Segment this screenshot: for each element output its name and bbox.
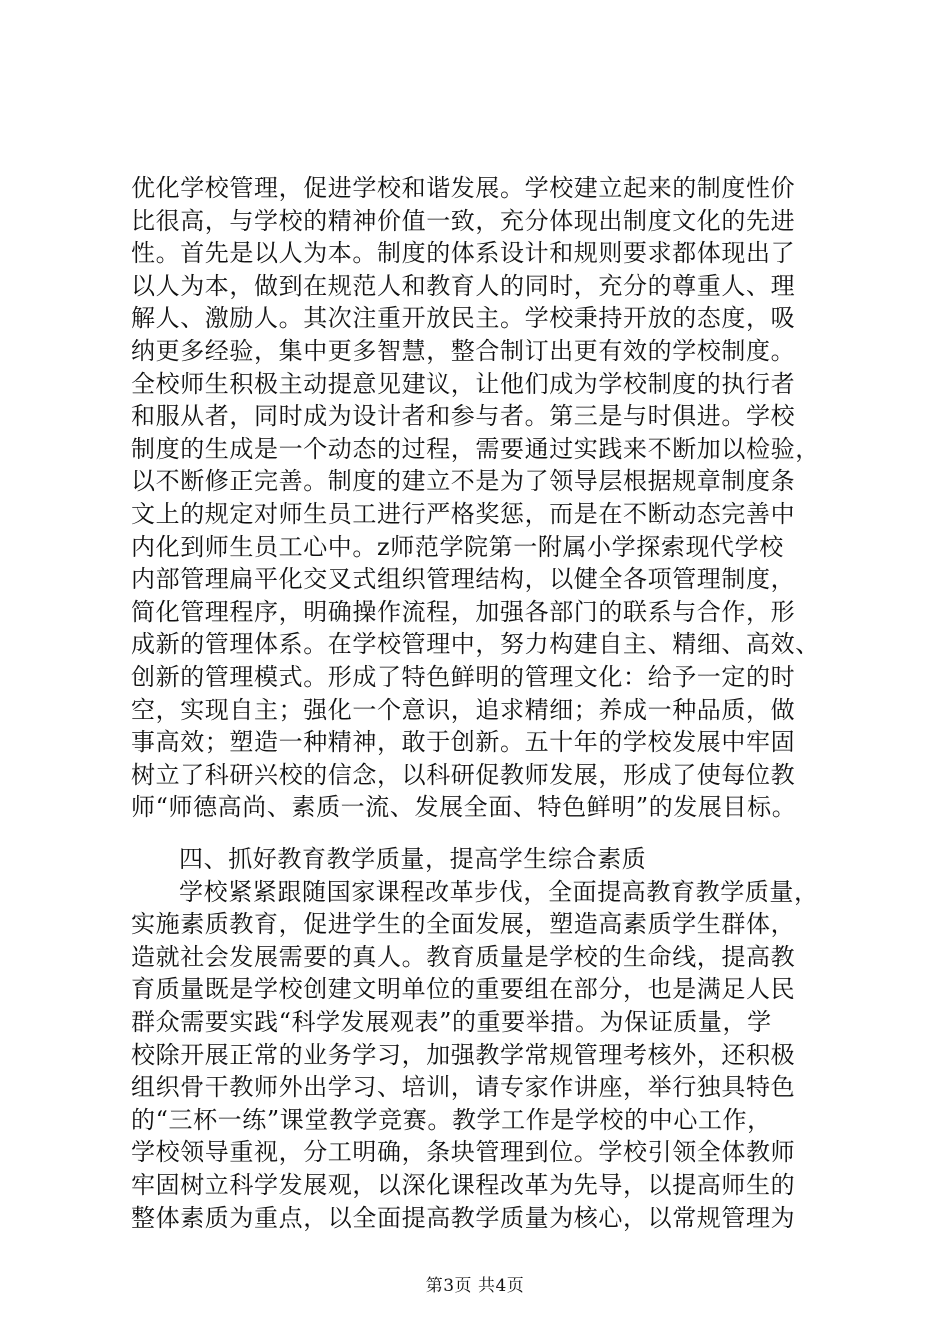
text-line: 以不断修正完善。制度的建立不是为了领导层根据规章制度条 — [131, 467, 796, 496]
text-line: 优化学校管理，促进学校和谐发展。学校建立起来的制度性价 — [131, 174, 796, 202]
text-line: 内化到师生员工心中。z师范学院第一附属小学探索现代学校 — [131, 532, 784, 561]
text-line: 校除开展正常的业务学习，加强教学常规管理考核外，还积极 — [131, 1040, 796, 1069]
text-line: 简化管理程序，明确操作流程，加强各部门的联系与合作，形 — [131, 597, 796, 626]
text-line: 空，实现自主；强化一个意识，追求精细；养成一种品质，做 — [131, 695, 796, 724]
text-line: 比很高，与学校的精神价值一致，充分体现出制度文化的先进 — [131, 206, 796, 235]
text-line: 组织骨干教师外出学习、培训，请专家作讲座，举行独具特色 — [131, 1073, 796, 1102]
text-line: 育质量既是学校创建文明单位的重要组在部分，也是满足人民 — [131, 975, 796, 1004]
section-heading: 四、抓好教育教学质量，提高学生综合素质 — [179, 845, 647, 873]
page-footer: 第3页 共4页 — [425, 1276, 525, 1296]
text-line: 整体素质为重点，以全面提高教学质量为核心，以常规管理为 — [131, 1203, 796, 1232]
section-quality — [131, 843, 831, 1234]
text-line: 牢固树立科学发展观，以深化课程改革为先导，以提高师生的 — [131, 1170, 796, 1199]
text-line: 文上的规定对师生员工进行严格奖惩，而是在不断动态完善中 — [131, 499, 796, 528]
text-line: 性。首先是以人为本。制度的体系设计和规则要求都体现出了 — [131, 239, 796, 268]
text-line: 师“师德高尚、素质一流、发展全面、特色鲜明”的发展目标。 — [131, 793, 797, 822]
text-line: 成新的管理体系。在学校管理中，努力构建自主、精细、高效、 — [131, 630, 820, 659]
text-line: 树立了科研兴校的信念，以科研促教师发展，形成了使每位教 — [131, 760, 796, 789]
text-line: 实施素质教育，促进学生的全面发展，塑造高素质学生群体， — [131, 910, 796, 939]
text-line: 制度的生成是一个动态的过程，需要通过实践来不断加以检验， — [131, 434, 820, 463]
text-line: 群众需要实践“科学发展观表”的重要举措。为保证质量，学 — [131, 1007, 772, 1036]
text-line: 学校紧紧跟随国家课程改革步伐，全面提高教育教学质量， — [179, 877, 819, 906]
text-line: 纳更多经验，集中更多智慧，整合制订出更有效的学校制度。 — [131, 336, 796, 365]
text-line: 以人为本，做到在规范人和教育人的同时，充分的尊重人、理 — [131, 271, 796, 300]
text-line: 造就社会发展需要的真人。教育质量是学校的生命线，提高教 — [131, 942, 796, 971]
text-line: 解人、激励人。其次注重开放民主。学校秉持开放的态度，吸 — [131, 304, 796, 333]
text-line: 创新的管理模式。形成了特色鲜明的管理文化：给予一定的时 — [131, 662, 796, 691]
text-line: 内部管理扁平化交叉式组织管理结构，以健全各项管理制度， — [131, 565, 796, 594]
text-line: 学校领导重视，分工明确，条块管理到位。学校引领全体教师 — [131, 1138, 796, 1167]
paragraph-management — [131, 172, 831, 824]
text-line: 和服从者，同时成为设计者和参与者。第三是与时俱进。学校 — [131, 402, 796, 431]
text-line: 全校师生积极主动提意见建议，让他们成为学校制度的执行者 — [131, 369, 796, 398]
text-line: 的“三杯一练”课堂教学竞赛。教学工作是学校的中心工作， — [131, 1105, 772, 1134]
text-line: 事高效；塑造一种精神，敢于创新。五十年的学校发展中牢固 — [131, 728, 796, 757]
